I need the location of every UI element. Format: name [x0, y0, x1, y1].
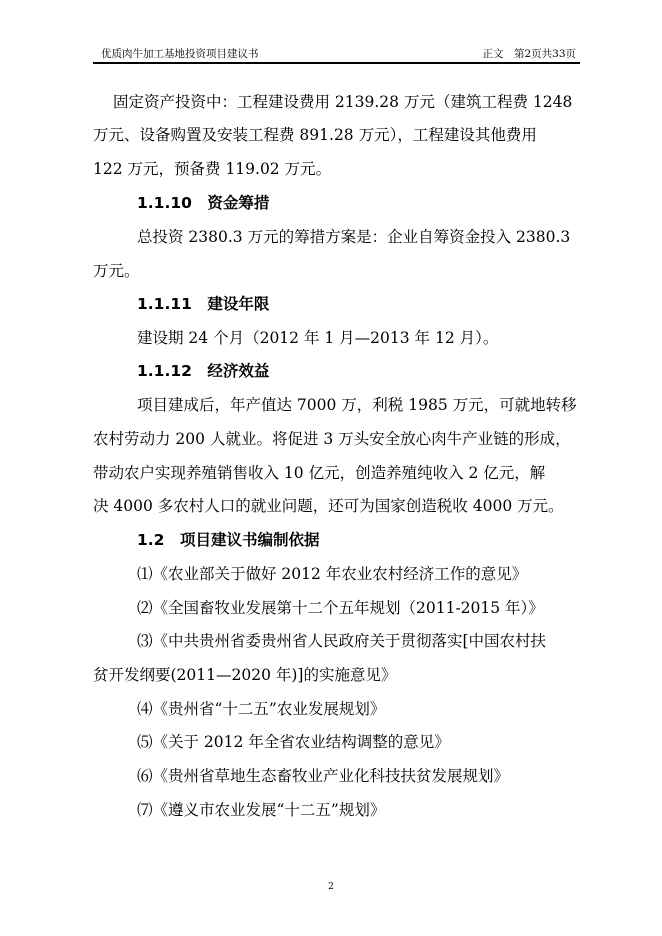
paragraph-line: 万元。: [93, 262, 140, 280]
header-title: 优质肉牛加工基地投资项目建议书: [101, 48, 259, 60]
paragraph-line: 农村劳动力 200 人就业。将促进 3 万头安全放心肉牛产业链的形成，: [93, 430, 571, 448]
paragraph-line: 建设期 24 个月（2012 年 1 月—2013 年 12 月）。: [137, 329, 499, 347]
reference-item: ⑺《遵义市农业发展“十二五”规划》: [137, 801, 386, 819]
reference-item: ⑶《中共贵州省委贵州省人民政府关于贯彻落实[中国农村扶: [137, 632, 547, 650]
paragraph-line: 项目建成后，年产值达 7000 万，利税 1985 万元，可就地转移: [137, 396, 577, 414]
section-heading: 1.1.12 经济效益: [137, 362, 270, 380]
page-number: 2: [328, 882, 334, 892]
paragraph-line: 万元、设备购置及安装工程费 891.28 万元），工程建设其他费用: [93, 126, 537, 144]
page-header: [93, 44, 580, 64]
section-heading: 1.1.10 资金筹措: [137, 194, 270, 212]
reference-item: ⑹《贵州省草地生态畜牧业产业化科技扶贫发展规划》: [137, 767, 510, 785]
section-heading: 1.2 项目建议书编制依据: [137, 531, 320, 549]
paragraph-line: 122 万元，预备费 119.02 万元。: [93, 160, 332, 178]
paragraph-line: 带动农户实现养殖销售收入 10 亿元，创造养殖纯收入 2 亿元，解: [93, 464, 546, 482]
reference-item: ⑴《农业部关于做好 2012 年农业农村经济工作的意见》: [137, 565, 528, 583]
reference-item-continued: 贫开发纲要(2011—2020 年)]的实施意见》: [93, 666, 397, 684]
paragraph-line: 决 4000 多农村人口的就业问题，还可为国家创造税收 4000 万元。: [93, 497, 564, 515]
header-page-info: 正文 第2页共33页: [482, 48, 576, 60]
reference-item: ⑸《关于 2012 年全省农业结构调整的意见》: [137, 733, 450, 751]
paragraph-line: 固定资产投资中：工程建设费用 2139.28 万元（建筑工程费 1248: [113, 93, 573, 111]
section-heading: 1.1.11 建设年限: [137, 295, 270, 313]
reference-item: ⑵《全国畜牧业发展第十二个五年规划（2011-2015 年）》: [137, 599, 544, 617]
paragraph-line: 总投资 2380.3 万元的筹措方案是：企业自筹资金投入 2380.3: [137, 228, 571, 246]
reference-item: ⑷《贵州省“十二五”农业发展规划》: [137, 700, 386, 718]
